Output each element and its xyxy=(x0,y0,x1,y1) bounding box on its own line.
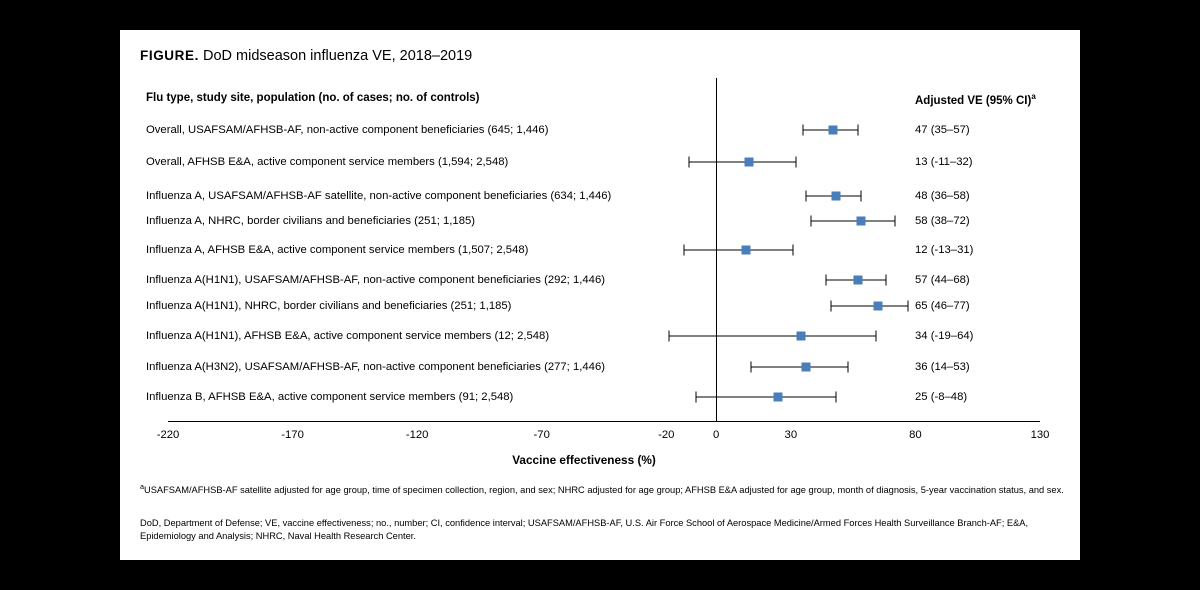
footnote-abbreviations: DoD, Department of Defense; VE, vaccine effectiveness; no., number; CI, confidence interval; USAFSAM/AFHSB-AF, U.S. Air Force School of Aerospace Medicine/Armed Forces Health Surveillance Branch-AF; E&A, Epidemiology and Analysis; NHRC, Naval Health Research Center. xyxy=(140,518,1029,541)
ci-cap-upper xyxy=(885,275,886,286)
forest-row-label: Influenza B, AFHSB E&A, active component service members (91; 2,548) xyxy=(146,391,514,403)
point-estimate-marker xyxy=(744,158,753,167)
forest-plot xyxy=(120,30,1080,560)
footnote-a xyxy=(140,482,1065,497)
x-tick-label: -170 xyxy=(281,429,304,441)
forest-row-value: 34 (-19–64) xyxy=(915,330,974,342)
x-tick-label: 130 xyxy=(1030,429,1050,441)
x-tick-label: 30 xyxy=(784,429,798,441)
confidence-interval-line xyxy=(669,336,876,337)
ci-cap-upper xyxy=(860,191,861,202)
ci-cap-lower xyxy=(830,301,831,312)
forest-row-value: 25 (-8–48) xyxy=(915,391,968,403)
forest-row-label: Influenza A(H1N1), NHRC, border civilians and beneficiaries (251; 1,185) xyxy=(146,300,512,312)
confidence-interval-line xyxy=(689,162,796,163)
ci-cap-upper xyxy=(895,216,896,227)
x-axis-line xyxy=(168,421,1040,422)
ci-cap-upper xyxy=(795,157,796,168)
figure-title-text: DoD midseason influenza VE, 2018–2019 xyxy=(202,48,473,64)
forest-row-value: 65 (46–77) xyxy=(915,300,970,312)
figure-card xyxy=(120,30,1080,560)
ci-cap-upper xyxy=(848,362,849,373)
x-axis-title: Vaccine effectiveness (%) xyxy=(512,453,656,467)
ci-cap-lower xyxy=(668,331,669,342)
x-tick-label: 80 xyxy=(909,429,922,441)
forest-row-label: Overall, USAFSAM/AFHSB-AF, non-active component beneficiaries (645; 1,446) xyxy=(146,124,549,136)
x-tick-label: -120 xyxy=(405,429,429,441)
figure-label: FIGURE. xyxy=(140,48,199,63)
point-estimate-marker xyxy=(801,363,810,372)
ci-cap-upper xyxy=(858,125,859,136)
point-estimate-marker xyxy=(856,217,865,226)
right-column-header-superscript: a xyxy=(1031,92,1036,101)
ci-cap-upper xyxy=(793,245,794,256)
x-tick-label: -20 xyxy=(658,429,675,441)
ci-cap-upper xyxy=(907,301,908,312)
point-estimate-marker xyxy=(796,332,805,341)
forest-row-label: Influenza A, AFHSB E&A, active component service members (1,507; 2,548) xyxy=(146,244,529,256)
confidence-interval-line xyxy=(696,397,836,398)
confidence-interval-line xyxy=(831,306,908,307)
ci-cap-lower xyxy=(805,191,806,202)
forest-row-value: 13 (-11–32) xyxy=(915,156,973,168)
ci-cap-lower xyxy=(688,157,689,168)
footnote-a-marker: a xyxy=(140,482,144,491)
forest-row-label: Influenza A, NHRC, border civilians and beneficiaries (251; 1,185) xyxy=(146,215,476,227)
forest-row-label: Influenza A(H3N2), USAFSAM/AFHSB-AF, non-active component beneficiaries (277; 1,446) xyxy=(146,361,605,373)
forest-row-value: 48 (36–58) xyxy=(915,190,970,202)
point-estimate-marker xyxy=(831,192,840,201)
right-column-header-text: Adjusted VE (95% CI) xyxy=(915,94,1032,107)
forest-row-value: 12 (-13–31) xyxy=(915,244,974,256)
point-estimate-marker xyxy=(774,393,783,402)
confidence-interval-line xyxy=(684,250,794,251)
forest-row-value: 36 (14–53) xyxy=(915,361,970,373)
forest-row-value: 47 (35–57) xyxy=(915,124,970,136)
point-estimate-marker xyxy=(874,302,883,311)
point-estimate-marker xyxy=(742,246,751,255)
ci-cap-lower xyxy=(803,125,804,136)
footnote-a-text: USAFSAM/AFHSB-AF satellite adjusted for age group, time of specimen collection, region, and sex; NHRC adjusted for age group; AFHSB E&A adjusted for age group, month of diagnosis, 5-year vaccination status, and sex. xyxy=(144,485,1064,496)
ci-cap-lower xyxy=(750,362,751,373)
forest-row-value: 57 (44–68) xyxy=(915,274,970,286)
forest-row-label: Influenza A(H1N1), AFHSB E&A, active component service members (12; 2,548) xyxy=(146,330,550,342)
forest-row-label: Overall, AFHSB E&A, active component service members (1,594; 2,548) xyxy=(146,156,509,168)
x-tick-label: -70 xyxy=(533,429,550,441)
confidence-interval-line xyxy=(811,221,896,222)
ci-cap-lower xyxy=(696,392,697,403)
forest-row-label: Influenza A, USAFSAM/AFHSB-AF satellite, non-active component beneficiaries (634; 1,446) xyxy=(146,190,612,202)
forest-row-label: Influenza A(H1N1), USAFSAM/AFHSB-AF, non-active component beneficiaries (292; 1,446) xyxy=(146,274,605,286)
point-estimate-marker xyxy=(854,276,863,285)
ci-cap-upper xyxy=(875,331,876,342)
forest-row-value: 58 (38–72) xyxy=(915,215,970,227)
ci-cap-upper xyxy=(835,392,836,403)
x-tick-label: -220 xyxy=(156,429,180,441)
point-estimate-marker xyxy=(829,126,838,135)
left-column-header: Flu type, study site, population (no. of cases; no. of controls) xyxy=(146,92,480,104)
confidence-interval-line xyxy=(751,367,848,368)
ci-cap-lower xyxy=(825,275,826,286)
ci-cap-lower xyxy=(810,216,811,227)
x-tick-label: 0 xyxy=(712,429,720,441)
ci-cap-lower xyxy=(683,245,684,256)
